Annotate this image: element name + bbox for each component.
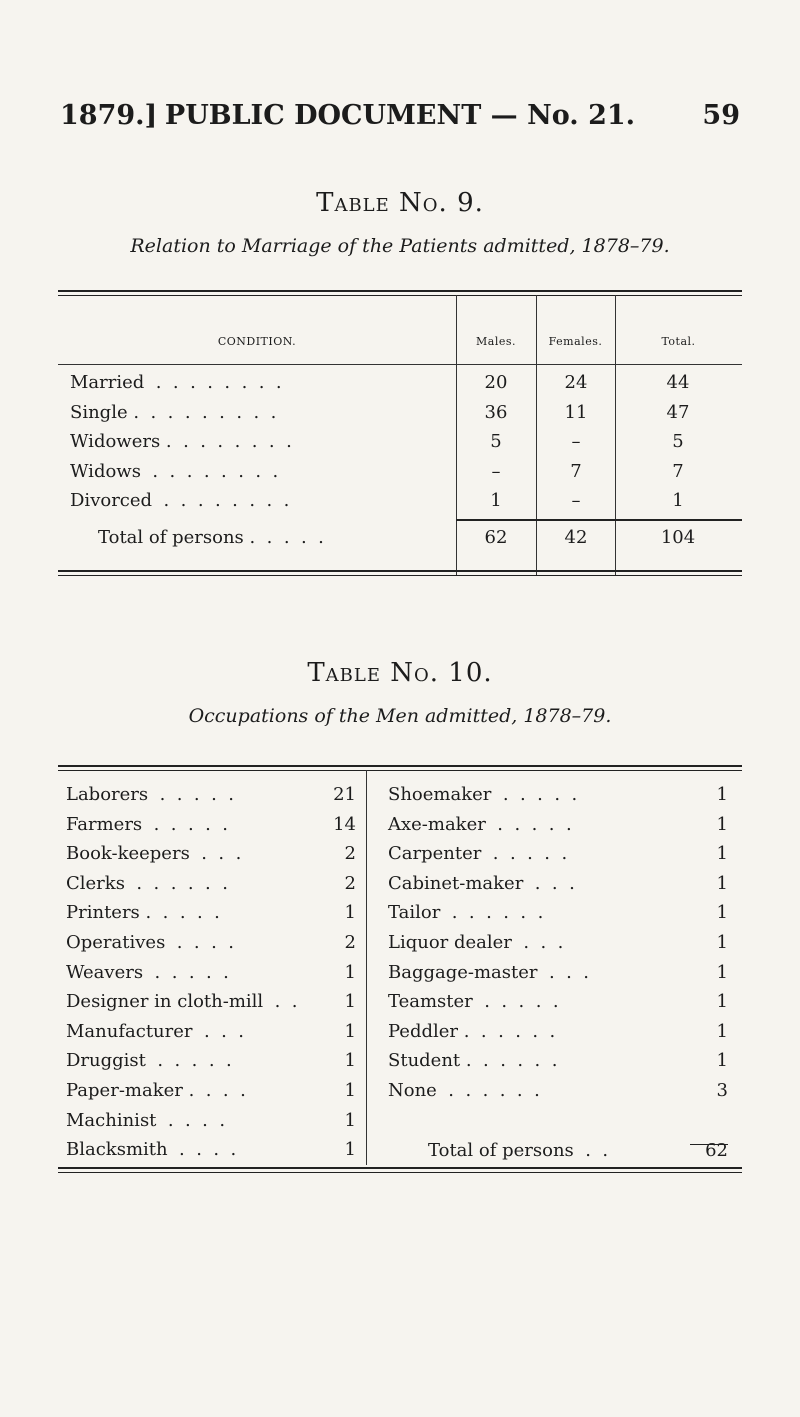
occupation-label: Student . . . . . .	[388, 1050, 558, 1072]
total-label: Total of persons . .	[428, 1140, 609, 1161]
header-title: PUBLIC DOCUMENT — No. 21.	[164, 100, 636, 131]
males-value: –	[491, 460, 501, 482]
sum-rule	[456, 519, 536, 521]
occupation-label: Weavers . . . . .	[66, 961, 229, 983]
total-males: 62	[484, 527, 508, 548]
total-header: Total.	[661, 335, 696, 348]
males-value: 5	[490, 431, 502, 452]
occupation-label: Blacksmith . . . .	[66, 1139, 237, 1161]
occupation-label: Liquor dealer . . .	[388, 932, 564, 953]
occupation-count: 1	[716, 784, 728, 805]
table-bottom-rule	[58, 570, 742, 576]
table-10-title: Table No. 10.	[307, 658, 493, 688]
occupation-label: Druggist . . . . .	[66, 1050, 232, 1072]
occupation-label: None . . . . . .	[388, 1080, 540, 1101]
column-divider	[366, 770, 367, 1165]
occupation-count: 1	[716, 813, 728, 835]
occupation-label: Clerks . . . . . .	[66, 872, 228, 894]
list-item	[388, 1080, 728, 1114]
males-value: 20	[484, 372, 508, 393]
total-value: 7	[672, 460, 684, 482]
table-top-rule	[58, 765, 742, 771]
occupation-label: Baggage-master . . .	[388, 961, 590, 983]
occupation-label: Paper-maker . . . .	[66, 1080, 246, 1101]
table-9-title: Table No. 9.	[316, 188, 484, 218]
occupation-label: Teamster . . . . .	[388, 991, 559, 1013]
occupation-label: Farmers . . . . .	[66, 813, 228, 835]
occupation-count: 1	[716, 1020, 728, 1042]
header-year: 1879.]	[60, 100, 158, 131]
total-value: 1	[672, 490, 684, 511]
condition-label: Widowers . . . . . . . .	[70, 431, 292, 452]
females-value: –	[571, 431, 581, 452]
occupation-label: Machinist . . . .	[66, 1109, 226, 1131]
occupation-count: 2	[344, 843, 356, 865]
marriage-table	[58, 290, 742, 580]
females-header: Females.	[548, 335, 603, 348]
total-value: 44	[666, 372, 690, 393]
total-row	[58, 527, 742, 563]
page-number: 59	[702, 100, 740, 131]
total-label: Total of persons . . . . .	[98, 527, 324, 548]
header-rule	[58, 364, 742, 365]
occupation-count: 1	[344, 1080, 356, 1101]
total-value: 5	[672, 431, 684, 452]
occupation-count: 1	[344, 1050, 356, 1072]
occupation-label: Designer in cloth-mill . .	[66, 991, 298, 1013]
occupation-count: 1	[344, 1139, 356, 1161]
occupation-count: 2	[344, 872, 356, 894]
occupation-label: Shoemaker . . . . .	[388, 784, 578, 805]
females-value: 11	[564, 401, 588, 423]
occupation-count: 1	[716, 961, 728, 983]
condition-label: Widows . . . . . . . .	[70, 460, 279, 482]
table-9-subtitle: Relation to Marriage of the Patients admitted, 1878–79.	[130, 235, 670, 257]
occupation-label: Book-keepers . . .	[66, 843, 242, 865]
condition-label: Divorced . . . . . . . .	[70, 490, 290, 511]
condition-header: CONDITION.	[217, 335, 297, 348]
total-value: 47	[666, 401, 690, 423]
occupation-count: 1	[716, 902, 728, 924]
sum-rule	[615, 519, 742, 521]
occupation-label: Operatives . . . .	[66, 932, 234, 953]
occupation-label: Tailor . . . . . .	[388, 902, 544, 924]
occupation-count: 14	[333, 813, 356, 835]
occupation-count: 3	[716, 1080, 728, 1101]
total-total: 104	[660, 527, 696, 548]
condition-label: Married . . . . . . . .	[70, 372, 282, 393]
males-header: Males.	[476, 335, 516, 348]
occupation-count: 1	[716, 1050, 728, 1072]
condition-label: Single . . . . . . . . .	[70, 401, 277, 423]
occupation-count: 1	[716, 932, 728, 953]
occupation-label: Cabinet-maker . . .	[388, 872, 575, 894]
total-value: 62	[705, 1140, 728, 1161]
occupation-label: Carpenter . . . . .	[388, 843, 568, 865]
table-10-subtitle: Occupations of the Men admitted, 1878–79.	[188, 705, 612, 727]
males-value: 1	[490, 490, 502, 511]
males-value: 36	[484, 401, 508, 423]
table-top-rule	[58, 290, 742, 296]
occupation-count: 1	[344, 1109, 356, 1131]
occupation-label: Laborers . . . . .	[66, 784, 234, 805]
occupations-table	[58, 765, 742, 1175]
occupation-count: 1	[716, 843, 728, 865]
occupation-count: 1	[344, 991, 356, 1013]
table-bottom-rule	[58, 1167, 742, 1173]
occupation-count: 1	[716, 872, 728, 894]
occupation-count: 2	[344, 932, 356, 953]
occupation-count: 1	[344, 961, 356, 983]
total-females: 42	[564, 527, 588, 548]
females-value: 24	[564, 372, 588, 393]
occupation-label: Printers . . . . .	[66, 902, 220, 924]
occupation-count: 1	[344, 902, 356, 924]
sum-rule	[536, 519, 615, 521]
occupation-label: Axe-maker . . . . .	[388, 813, 572, 835]
occupation-count: 1	[716, 991, 728, 1013]
occupation-count: 21	[333, 784, 356, 805]
occupation-count: 1	[344, 1020, 356, 1042]
occupation-label: Manufacturer . . .	[66, 1020, 245, 1042]
females-value: 7	[570, 460, 582, 482]
occupation-label: Peddler . . . . . .	[388, 1020, 556, 1042]
females-value: –	[571, 490, 581, 511]
